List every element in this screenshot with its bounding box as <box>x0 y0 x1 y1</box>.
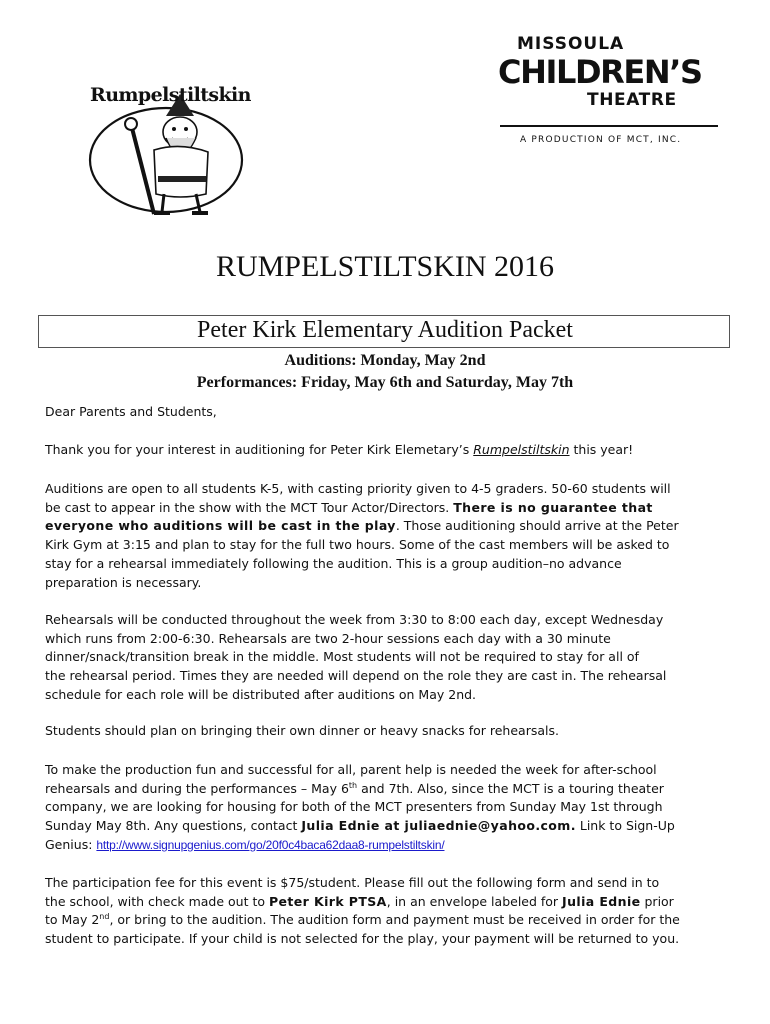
cast-statement-text: everyone who auditions will be cast in the play <box>45 518 396 534</box>
fee-line-2-text: the school, with check made out to <box>45 893 269 909</box>
letter-thanks-paragraph <box>45 441 730 460</box>
mct-logo-theatre: THEATRE <box>587 90 677 110</box>
rehearsals-paragraph <box>45 611 730 705</box>
help-line-3: company, we are looking for housing for both of the MCT presenters from Sunday May 1st through <box>45 799 663 815</box>
auditions-line-3-text: . Those auditioning should arrive at the Peter <box>395 518 679 534</box>
mct-logo-childrens: CHILDREN’S <box>498 53 702 91</box>
help-line-4-text-post: Link to Sign-Up <box>575 818 675 834</box>
no-guarantee-text: There is no guarantee that <box>453 499 653 515</box>
auditions-line-4: Kirk Gym at 3:15 and plan to stay for the full two hours. Some of the cast members will be asked to <box>45 537 670 553</box>
help-line-2-text: rehearsals and during the performances – May 6 <box>45 780 349 796</box>
contact-info: Julia Ednie at juliaednie@yahoo.com. <box>301 818 576 834</box>
auditions-line-5: stay for a rehearsal immediately following the audition. This is a group audition–no advance <box>45 555 622 571</box>
auditions-date: Auditions: Monday, May 2nd <box>284 352 486 369</box>
parent-help-paragraph <box>45 761 730 855</box>
envelope-name: Julia Ednie <box>562 893 641 909</box>
thanks-text-after: this year! <box>569 442 634 457</box>
help-line-1: To make the production fun and successful for all, parent help is needed the week for after-school <box>45 762 657 777</box>
mct-logo-tagline: A PRODUCTION OF MCT, INC. <box>520 135 682 145</box>
auditions-paragraph <box>45 480 730 592</box>
fee-line-2-text-post: prior <box>640 893 674 909</box>
fee-line-1: The participation fee for this event is $75/student. Please fill out the following form and send in to <box>45 875 660 890</box>
rehearsals-line-5: schedule for each role will be distributed after auditions on May 2nd. <box>45 686 477 702</box>
performances-dates: Performances: Friday, May 6th and Saturday, May 7th <box>196 374 574 391</box>
auditions-line-3 <box>45 517 730 536</box>
thanks-text-before: Thank you for your interest in auditioning for Peter Kirk Elemetary’s <box>45 442 474 457</box>
auditions-line-2-text: be cast to appear in the show with the MCT Tour Actor/Directors. <box>45 499 454 515</box>
signup-genius-link[interactable]: http://www.signupgenius.com/go/20f0c4baca62daa8-rumpelstiltskin/ <box>96 837 445 852</box>
fee-line-4: student to participate. If your child is not selected for the play, your payment will be returned to you. <box>45 931 680 947</box>
students-paragraph: Students should plan on bringing their own dinner or heavy snacks for rehearsals. <box>45 723 559 738</box>
auditions-line-6: preparation is necessary. <box>45 574 202 590</box>
fee-line-3-text-post: , or bring to the audition. The audition form and payment must be received in order for the <box>109 912 680 928</box>
rehearsals-line-2: which runs from 2:00-6:30. Rehearsals are two 2-hour sessions each day with a 30 minute <box>45 630 611 646</box>
help-line-2-text-post: and 7th. Also, since the MCT is a touring theater <box>357 780 664 796</box>
rehearsals-line-4: the rehearsal period. Times they are needed will depend on the role they are cast in. The rehearsal <box>45 668 667 684</box>
auditions-line-2 <box>45 499 730 518</box>
help-line-2-sup: th <box>348 780 358 790</box>
fee-paragraph <box>45 874 730 949</box>
help-line-5 <box>45 836 730 855</box>
help-line-4-text: Sunday May 8th. Any questions, contact <box>45 818 302 834</box>
rehearsals-line-3: dinner/snack/transition break in the middle. Most students will not be required to stay for all of <box>45 649 639 665</box>
fee-line-2-text-mid: , in an envelope labeled for <box>386 893 563 909</box>
mct-logo-missoula: MISSOULA <box>517 34 625 54</box>
auditions-line-1: Auditions are open to all students K-5, with casting priority given to 4-5 graders. 50-60 students will <box>45 481 671 496</box>
mct-logo-divider <box>500 125 718 127</box>
payee-name: Peter Kirk PTSA <box>268 893 387 909</box>
rehearsals-line-1: Rehearsals will be conducted throughout the week from 3:30 to 8:00 each day, except Wednesday <box>45 612 664 627</box>
help-line-4 <box>45 817 730 836</box>
fee-line-3-text: to May 2 <box>45 912 100 928</box>
fee-line-3-sup: nd <box>99 912 110 922</box>
fee-line-2 <box>45 893 730 912</box>
letter-greeting: Dear Parents and Students, <box>45 404 217 419</box>
fee-line-3 <box>45 911 730 930</box>
show-name: Rumpelstiltskin <box>473 442 570 457</box>
help-line-2 <box>45 780 730 799</box>
rumpelstiltskin-logo-title: Rumpelstiltskin <box>90 84 251 106</box>
signup-label: Genius: <box>45 836 97 852</box>
packet-subtitle: Peter Kirk Elementary Audition Packet <box>197 317 573 343</box>
page-title: RUMPELSTILTSKIN 2016 <box>215 250 555 283</box>
